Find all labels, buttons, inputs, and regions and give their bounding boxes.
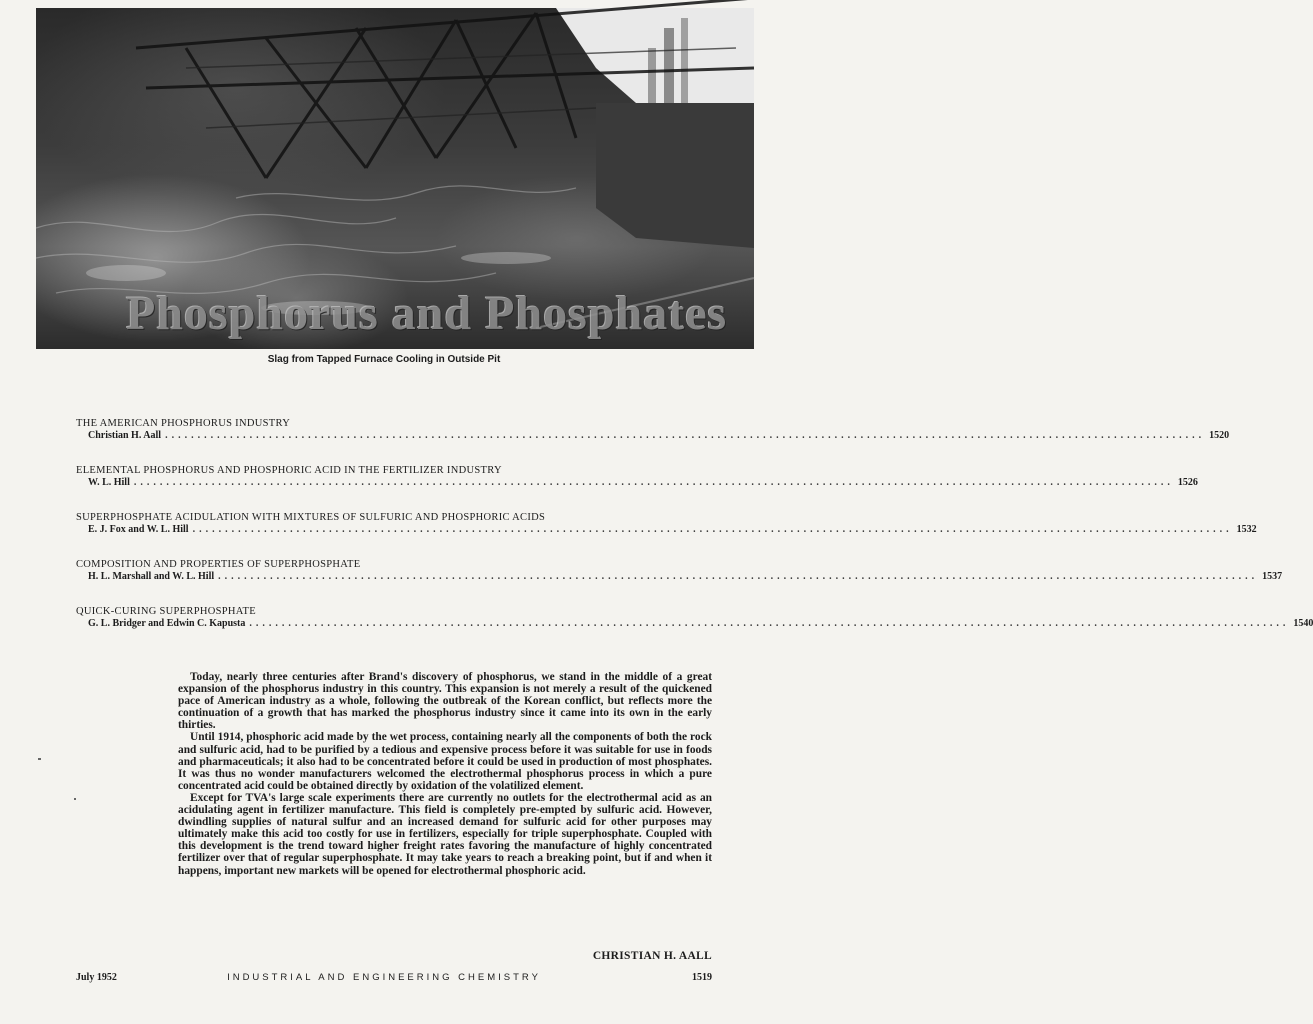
toc-entry-author: H. L. Marshall and W. L. Hill (88, 571, 215, 582)
toc-entry-line (76, 524, 1257, 536)
toc-entry-author: E. J. Fox and W. L. Hill (88, 524, 189, 535)
toc-leader-dots: ................................................................................................................................................................ (165, 430, 1206, 441)
toc-entry-title: ELEMENTAL PHOSPHORUS AND PHOSPHORIC ACID IN THE FERTILIZER INDUSTRY (76, 465, 502, 476)
toc-entry-author: W. L. Hill (88, 477, 130, 488)
toc-entry-line (76, 571, 1283, 583)
table-of-contents (76, 418, 1313, 653)
intro-paragraph-3: Except for TVA's large scale experiments there are currently no outlets for the electrothermal acid as an acidulating agent in fertilizer manufacture. This field is completely pre-empted by sulfuric acid. However, dwindling supplies of natural sulfur and an increased demand for sulfuric acid for other purposes may ultimately make this acid too costly for use in fertilizers, especially for triple superphosphate. Coupled with this development is the trend toward higher freight rates favoring the manufacture of highly concentrated fertilizer over that of regular superphosphate. It may take years to reach a breaking point, but if and when it happens, important new markets will be opened for electrothermal phosphoric acid. (178, 791, 712, 877)
introduction (178, 671, 712, 877)
scan-speck (74, 798, 76, 800)
toc-entry-page: 1532 (1236, 524, 1257, 535)
toc-entry-line (76, 430, 1230, 442)
toc-entry (76, 465, 1198, 512)
intro-paragraph-2: Until 1914, phosphoric acid made by the wet process, containing nearly all the components of both the rock and sulfuric acid, had to be purified by a tedious and expensive process before it was suitable for use in foods and pharmaceuticals; it also had to be concentrated before it could be used in production of most phosphates. It was thus no wonder manufacturers welcomed the electrothermal phosphorus process in which a pure concentrated acid could be obtained directly by oxidation of the volatilized element. (178, 731, 712, 792)
author-signature: CHRISTIAN H. AALL (592, 950, 712, 962)
toc-entry-title: SUPERPHOSPHATE ACIDULATION WITH MIXTURES OF SULFURIC AND PHOSPHORIC ACIDS (76, 512, 546, 523)
scan-speck (38, 758, 41, 760)
toc-entry (76, 512, 1257, 559)
footer-date: July 1952 (76, 972, 117, 983)
toc-leader-dots: ................................................................................................................................................................ (192, 524, 1233, 535)
footer-journal-name: INDUSTRIAL AND ENGINEERING CHEMISTRY (227, 972, 541, 983)
toc-entry-title: THE AMERICAN PHOSPHORUS INDUSTRY (76, 418, 291, 429)
toc-entry-title: QUICK-CURING SUPERPHOSPHATE (76, 606, 256, 617)
toc-entry (76, 418, 1230, 465)
photo-title: Phosphorus and Phosphates (126, 287, 728, 340)
toc-entry-page: 1520 (1209, 430, 1230, 441)
toc-entry-page: 1540 (1293, 618, 1313, 629)
intro-paragraph-1: Today, nearly three centuries after Brand's discovery of phosphorus, we stand in the middle of a great expansion of the phosphorus industry in this country. This expansion is not merely a result of the quickened pace of American industry as a whole, following the outbreak of the Korean conflict, but reflects more the continuation of a growth that has marked the phosphorus industry since it came into its own in the early thirties. (178, 671, 712, 732)
cover-photo (36, 8, 754, 349)
toc-entry-author: Christian H. Aall (88, 430, 162, 441)
footer-page-number: 1519 (692, 972, 712, 983)
toc-leader-dots: ................................................................................................................................................................ (218, 571, 1259, 582)
toc-leader-dots: ................................................................................................................................................................ (133, 477, 1174, 488)
toc-entry (76, 559, 1283, 606)
toc-entry-author: G. L. Bridger and Edwin C. Kapusta (88, 618, 246, 629)
toc-leader-dots: ................................................................................................................................................................ (249, 618, 1290, 629)
photo-caption: Slag from Tapped Furnace Cooling in Outside Pit (267, 354, 501, 365)
toc-entry-line (76, 477, 1198, 489)
toc-entry-page: 1537 (1262, 571, 1283, 582)
toc-entry-line (76, 618, 1313, 630)
toc-entry-page: 1526 (1177, 477, 1198, 488)
toc-entry (76, 606, 1313, 653)
toc-entry-title: COMPOSITION AND PROPERTIES OF SUPERPHOSPHATE (76, 559, 361, 570)
